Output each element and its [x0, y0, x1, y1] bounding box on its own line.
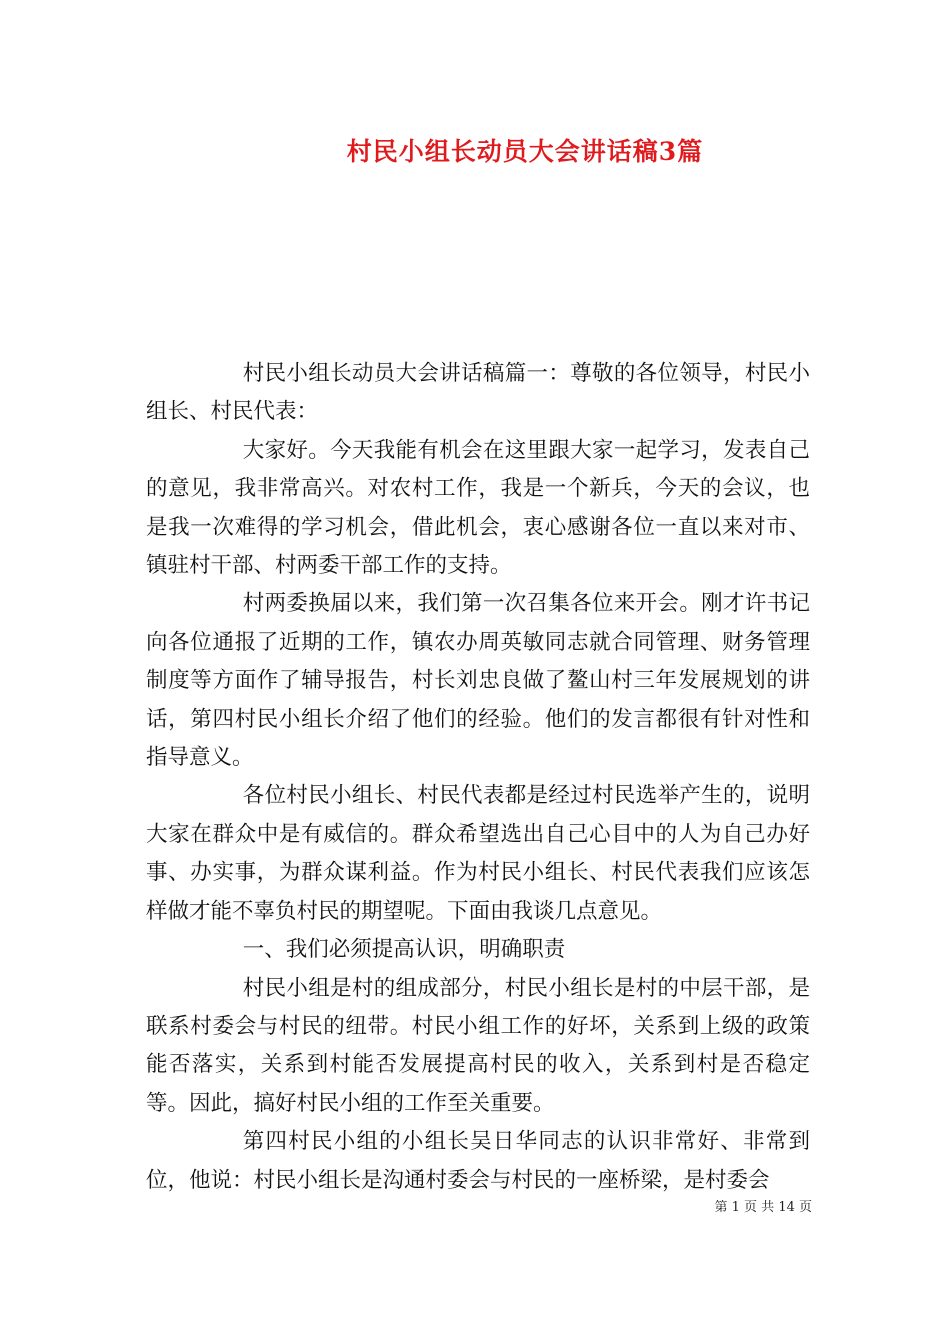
document-body	[146, 355, 810, 1200]
paragraph: 村两委换届以来，我们第一次召集各位来开会。刚才许书记向各位通报了近期的工作，镇农办周英敏同志就合同管理、财务管理制度等方面作了辅导报告，村长刘忠良做了鳌山村三年发展规划的讲话，第四村民小组长介绍了他们的经验。他们的发言都很有针对性和指导意义。	[146, 591, 810, 771]
page-number: 第 1 页 共 14 页	[714, 1200, 812, 1215]
paragraph: 各位村民小组长、村民代表都是经过村民选举产生的，说明大家在群众中是有威信的。群众希望选出自己心目中的人为自己办好事、办实事，为群众谋利益。作为村民小组长、村民代表我们应该怎样做才能不辜负村民的期望呢。下面由我谈几点意见。	[146, 783, 810, 924]
paragraph: 大家好。今天我能有机会在这里跟大家一起学习，发表自己的意见，我非常高兴。对农村工作，我是一个新兵，今天的会议，也是我一次难得的学习机会，借此机会，衷心感谢各位一直以来对市、镇驻村干部、村两委干部工作的支持。	[146, 437, 810, 579]
paragraph: 第四村民小组的小组长吴日华同志的认识非常好、非常到位，他说：村民小组长是沟通村委会与村民的一座桥梁，是村委会	[146, 1129, 810, 1193]
section-heading: 一、我们必须提高认识，明确职责	[242, 937, 566, 963]
paragraph: 村民小组是村的组成部分，村民小组长是村的中层干部，是联系村委会与村民的纽带。村民小组工作的好坏，关系到上级的政策能否落实，关系到村能否发展提高村民的收入，关系到村是否稳定等。因此，搞好村民小组的工作至关重要。	[146, 975, 810, 1116]
page-title: 村民小组长动员大会讲话稿3篇	[346, 137, 704, 166]
paragraph: 村民小组长动员大会讲话稿篇一：尊敬的各位领导，村民小组长、村民代表：	[146, 361, 810, 425]
